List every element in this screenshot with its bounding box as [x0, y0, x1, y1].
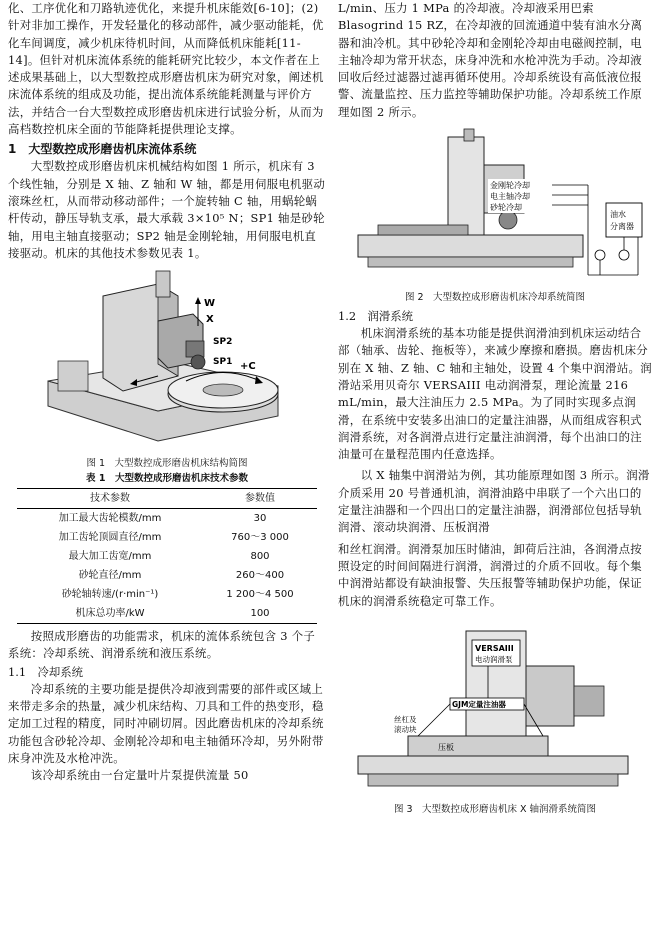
table-header-value: 参数值 — [245, 493, 275, 505]
left-column — [8, 0, 326, 785]
figure-3-caption: 图 3 大型数控成形磨齿机床 X 轴润滑系统简图 — [393, 803, 597, 815]
axis-label-w: W — [204, 298, 216, 310]
table-cell: 30 — [253, 513, 267, 525]
table-cell: 加工齿轮顶圆直径/mm — [58, 532, 162, 544]
table-cell: 机床总功率/kW — [75, 608, 145, 620]
table-row — [17, 528, 317, 547]
table-cell: 760～3 000 — [231, 532, 289, 544]
figure-2-drawing — [338, 125, 652, 290]
figure-1-caption: 图 1 大型数控成形磨齿机床结构简图 — [86, 458, 248, 470]
right-column — [338, 0, 652, 817]
table-cell: 最大加工齿宽/mm — [68, 551, 152, 563]
table-row — [17, 604, 317, 624]
table-row — [17, 566, 317, 585]
section-1-2-title: 1.2 润滑系统 — [338, 309, 414, 324]
table-header-row — [17, 489, 317, 509]
section-1-paragraph: 大型数控成形磨齿机床机械结构如图 1 所示，机床有 3 个线性轴，分别是 X 轴、Z 轴和 W 轴，都是用伺服电机驱动滚珠丝杠，从而带动移动部件；一个旋转轴 C 轴，用蜗轮蜗杆传动，静压导轨支承，最大承载 3×10⁵ N；SP1 轴是砂轮轴，用电主轴直接驱动；SP2 轴是金刚轮轴，用伺服电机直接驱动。机床的其他技术参数见表 1。 — [8, 159, 326, 260]
cooling-continued-paragraph: L/min、压力 1 MPa 的冷却液。冷却液采用巴索 Blasogrind 15 RZ，在冷却液的回流通道中装有油水分离器和油冷机。其中砂轮冷却和金刚轮冷却由电磁阀控制，电主轴冷却为常开状态，床身冲洗和水枪冲洗为手动。冷却液回收后经过滤器过滤再循环使用。冷却系统设有高低液位报警、流量监控、压力监控等辅助保护功能。冷却系统工作原理如图 2 所示。 — [338, 1, 643, 119]
figure-3-drawing — [338, 616, 652, 802]
label-wheel-cooling: 砂轮冷却 — [490, 203, 522, 213]
table-1-technical-parameters — [17, 488, 317, 624]
table-cell: 砂轮轴转速/(r·min⁻¹) — [61, 589, 159, 601]
label-diamond-cooling: 金刚轮冷却 — [490, 181, 530, 191]
table-cell: 加工最大齿轮模数/mm — [58, 513, 162, 525]
table-row — [17, 547, 317, 566]
axis-label-sp1: SP1 — [213, 357, 233, 368]
label-electric-pump: 电动润滑泵 — [475, 654, 513, 664]
lubrication-paragraph-3: 和丝杠润滑。润滑泵加压时储油，卸荷后注油，各润滑点按照设定的时间间隔进行润滑，润滑过的介质不回收。每个集中润滑站都设有缺油报警、失压报警等辅助保护功能，保证机床的润滑系统稳定可靠工作。 — [338, 541, 642, 608]
axis-label-c: +C — [240, 361, 256, 373]
section-1-1-title: 1.1 冷却系统 — [8, 664, 84, 679]
table-cell: 800 — [250, 551, 270, 563]
label-screw: 丝杠及 — [394, 714, 417, 724]
figure-2-cooling-system — [338, 125, 652, 290]
figure-3-x-axis-lubrication — [338, 616, 652, 802]
table-row — [17, 509, 317, 529]
label-oil-water-separator: 油水 — [610, 210, 626, 220]
label-spindle-cooling: 电主轴冷却 — [490, 192, 530, 202]
section-1-title: 1 大型数控成形磨齿机床流体系统 — [8, 142, 197, 157]
label-gjm-injector: GJM定量注油器 — [452, 699, 506, 709]
label-versaiii: VERSAIII — [475, 643, 514, 653]
table-1-caption: 表 1 大型数控成形磨齿机床技术参数 — [86, 473, 248, 485]
lubrication-paragraph-2: 以 X 轴集中润滑站为例，其功能原理如图 3 所示。润滑介质采用 20 号普通机油，润滑油路中串联了一个六出口的定量注油器和一个四出口的定量注油器，润滑部位包括导轨润滑、滚动块润滑、压板润滑 — [338, 468, 650, 535]
table-cell: 1 200～4 500 — [226, 589, 294, 601]
table-row — [17, 585, 317, 604]
cooling-paragraph-2: 该冷却系统由一台定量叶片泵提供流量 50 — [30, 768, 249, 783]
svg-text:分离器: 分离器 — [610, 222, 634, 232]
table-cell: 砂轮直径/mm — [78, 570, 142, 582]
label-pressure-plate: 压板 — [438, 742, 454, 752]
label-rolling-block: 滚动块 — [394, 724, 417, 734]
table-cell: 100 — [250, 608, 270, 620]
figure-1-drawing — [8, 266, 326, 456]
figure-1-machine-structure — [8, 266, 326, 456]
axis-label-x: X — [206, 314, 214, 326]
cooling-paragraph: 冷却系统的主要功能是提供冷却液到需要的部件或区域上来带走多余的热量，减少机床结构、刀具和工件的热变形，稳定加工过程的精度，同时冲刷切屑。因此磨齿机床的冷却系统功能包含砂轮冷却、金刚轮冷却和电主轴循环冷却，另外附带床身冲洗及水枪冲洗。 — [8, 681, 324, 765]
axis-label-sp2: SP2 — [213, 337, 233, 348]
lubrication-paragraph-1: 机床润滑系统的基本功能是提供润滑油到机床运动结合部（轴承、齿轮、拖板等），来减少摩擦和磨损。磨齿机床分别在 X 轴、Z 轴、C 轴和主轴处，设置 4 个集中润滑站。润滑站采用贝奇尔 VERSAIII 电动润滑泵，理论流量 216 mL/min，最大注油压力 2.5 MPa。为了同时实现多点润滑，在系统中安装多出油口的定量注油器，从而组成容积式润滑系统，对各润滑点进行定量注油润滑，每个出油口的注油量可在量程范围内任意选择。 — [338, 326, 652, 462]
table-cell: 260～400 — [235, 570, 285, 582]
figure-2-caption: 图 2 大型数控成形磨齿机床冷却系统简图 — [404, 292, 586, 304]
table-header-param: 技术参数 — [90, 493, 130, 505]
fluid-subsystems-paragraph: 按照成形磨齿的功能需求，机床的流体系统包含 3 个子系统：冷却系统、润滑系统和液压系统。 — [8, 629, 316, 661]
intro-paragraph: 化、工序优化和刀路轨迹优化，来提升机床能效[6-10]；(2) 针对非加工操作，开发轻量化的移动部件，减少驱动能耗，优化车间调度，减少机床待机时间，从而降低机床能耗[11-14]。但针对机床流体系统的能耗研究比较少，本文作者在上述成果基础上，以大型数控成形磨齿机床为研究对象，阐述机床流体系统的组成及功能，提出流体系统能耗测量与评价方法，并结合一台大型数控成形磨齿机床进行试验分析，从而为高档数控机床全面的节能降耗提供理论支撑。 — [8, 1, 324, 137]
